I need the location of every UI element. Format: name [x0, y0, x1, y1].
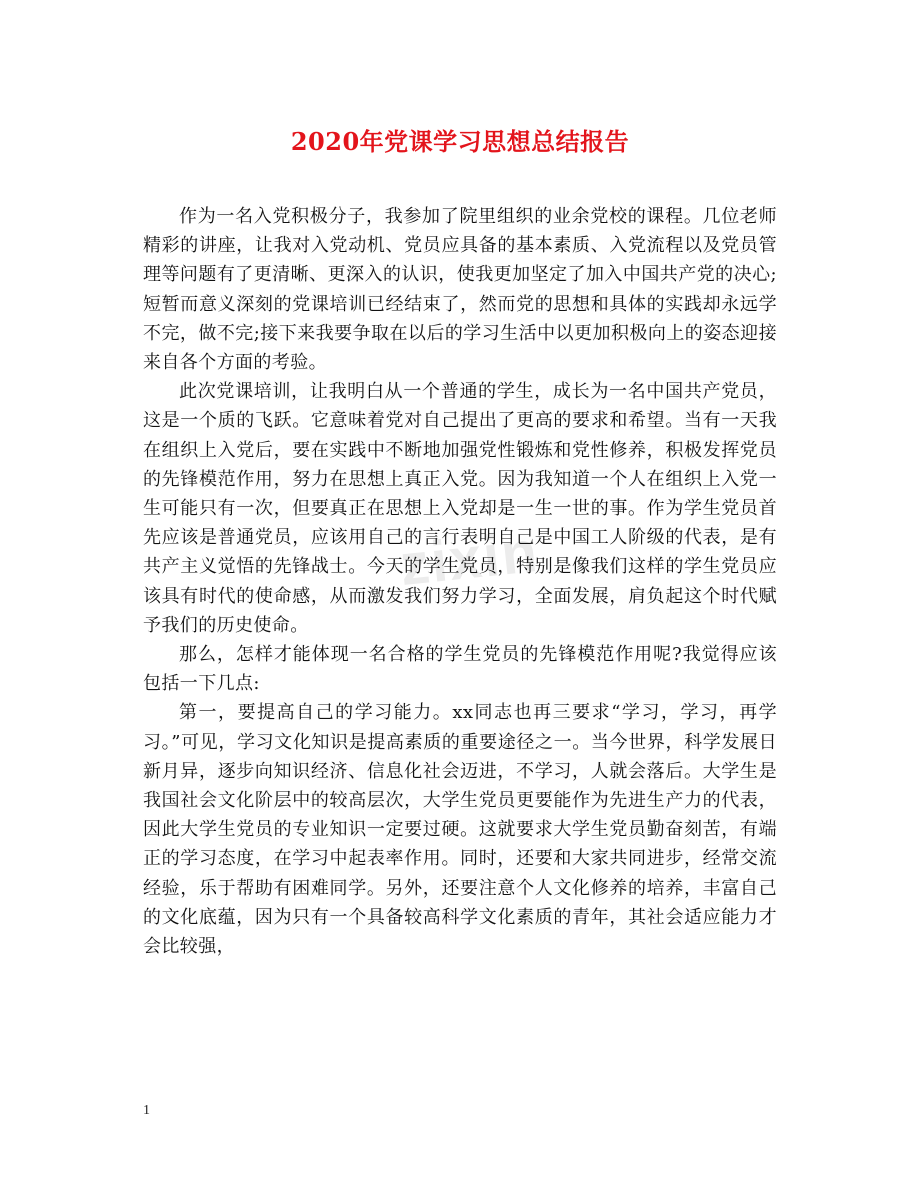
- paragraph-1: 作为一名入党积极分子，我参加了院里组织的业余党校的课程。几位老师精彩的讲座，让我对入党动机、党员应具备的基本素质、入党流程以及党员管理等问题有了更清晰、更深入的认识，使我更加坚定了加入中国共产党的决心;短暂而意义深刻的党课培训已经结束了，然而党的思想和具体的实践却永远学不完，做不完;接下来我要争取在以后的学习生活中以更加积极向上的姿态迎接来自各个方面的考验。: [143, 206, 777, 374]
- page-number: 1: [143, 1103, 150, 1118]
- paragraph-4: 第一，要提高自己的学习能力。xx同志也再三要求“学习，学习，再学习。”可见，学习文化知识是提高素质的重要途径之一。当今世界，科学发展日新月异，逐步向知识经济、信息化社会迈进，不学习，人就会落后。大学生是我国社会文化阶层中的较高层次，大学生党员更要能作为先进生产力的代表，因此大学生党员的专业知识一定要过硬。这就要求大学生党员勤奋刻苦，有端正的学习态度，在学习中起表率作用。同时，还要和大家共同进步，经常交流经验，乐于帮助有困难同学。另外，还要注意个人文化修养的培养，丰富自己的文化底蕴，因为只有一个具备较高科学文化素质的青年，其社会适应能力才会比较强，: [143, 702, 777, 958]
- watermark: zixin: [396, 518, 542, 599]
- paragraph-2: 此次党课培训，让我明白从一个普通的学生，成长为一名中国共产党员，这是一个质的飞跃。它意味着党对自己提出了更高的要求和希望。当有一天我在组织上入党后，要在实践中不断地加强党性锻炼和党性修养，积极发挥党员的先锋模范作用，努力在思想上真正入党。因为我知道一个人在组织上入党一生可能只有一次，但要真正在思想上入党却是一生一世的事。作为学生党员首先应该是普通党员，应该用自己的言行表明自己是中国工人阶级的代表，是有共产主义觉悟的先锋战士。今天的学生党员，特别是像我们这样的学生党员应该具有时代的使命感，从而激发我们努力学习，全面发展，肩负起这个时代赋予我们的历史使命。: [143, 381, 777, 636]
- document-title: 2020年党课学习思想总结报告: [290, 127, 630, 156]
- document-body: [143, 202, 777, 961]
- paragraph-3: 那么，怎样才能体现一名合格的学生党员的先锋模范作用呢?我觉得应该包括一下几点:: [143, 644, 777, 695]
